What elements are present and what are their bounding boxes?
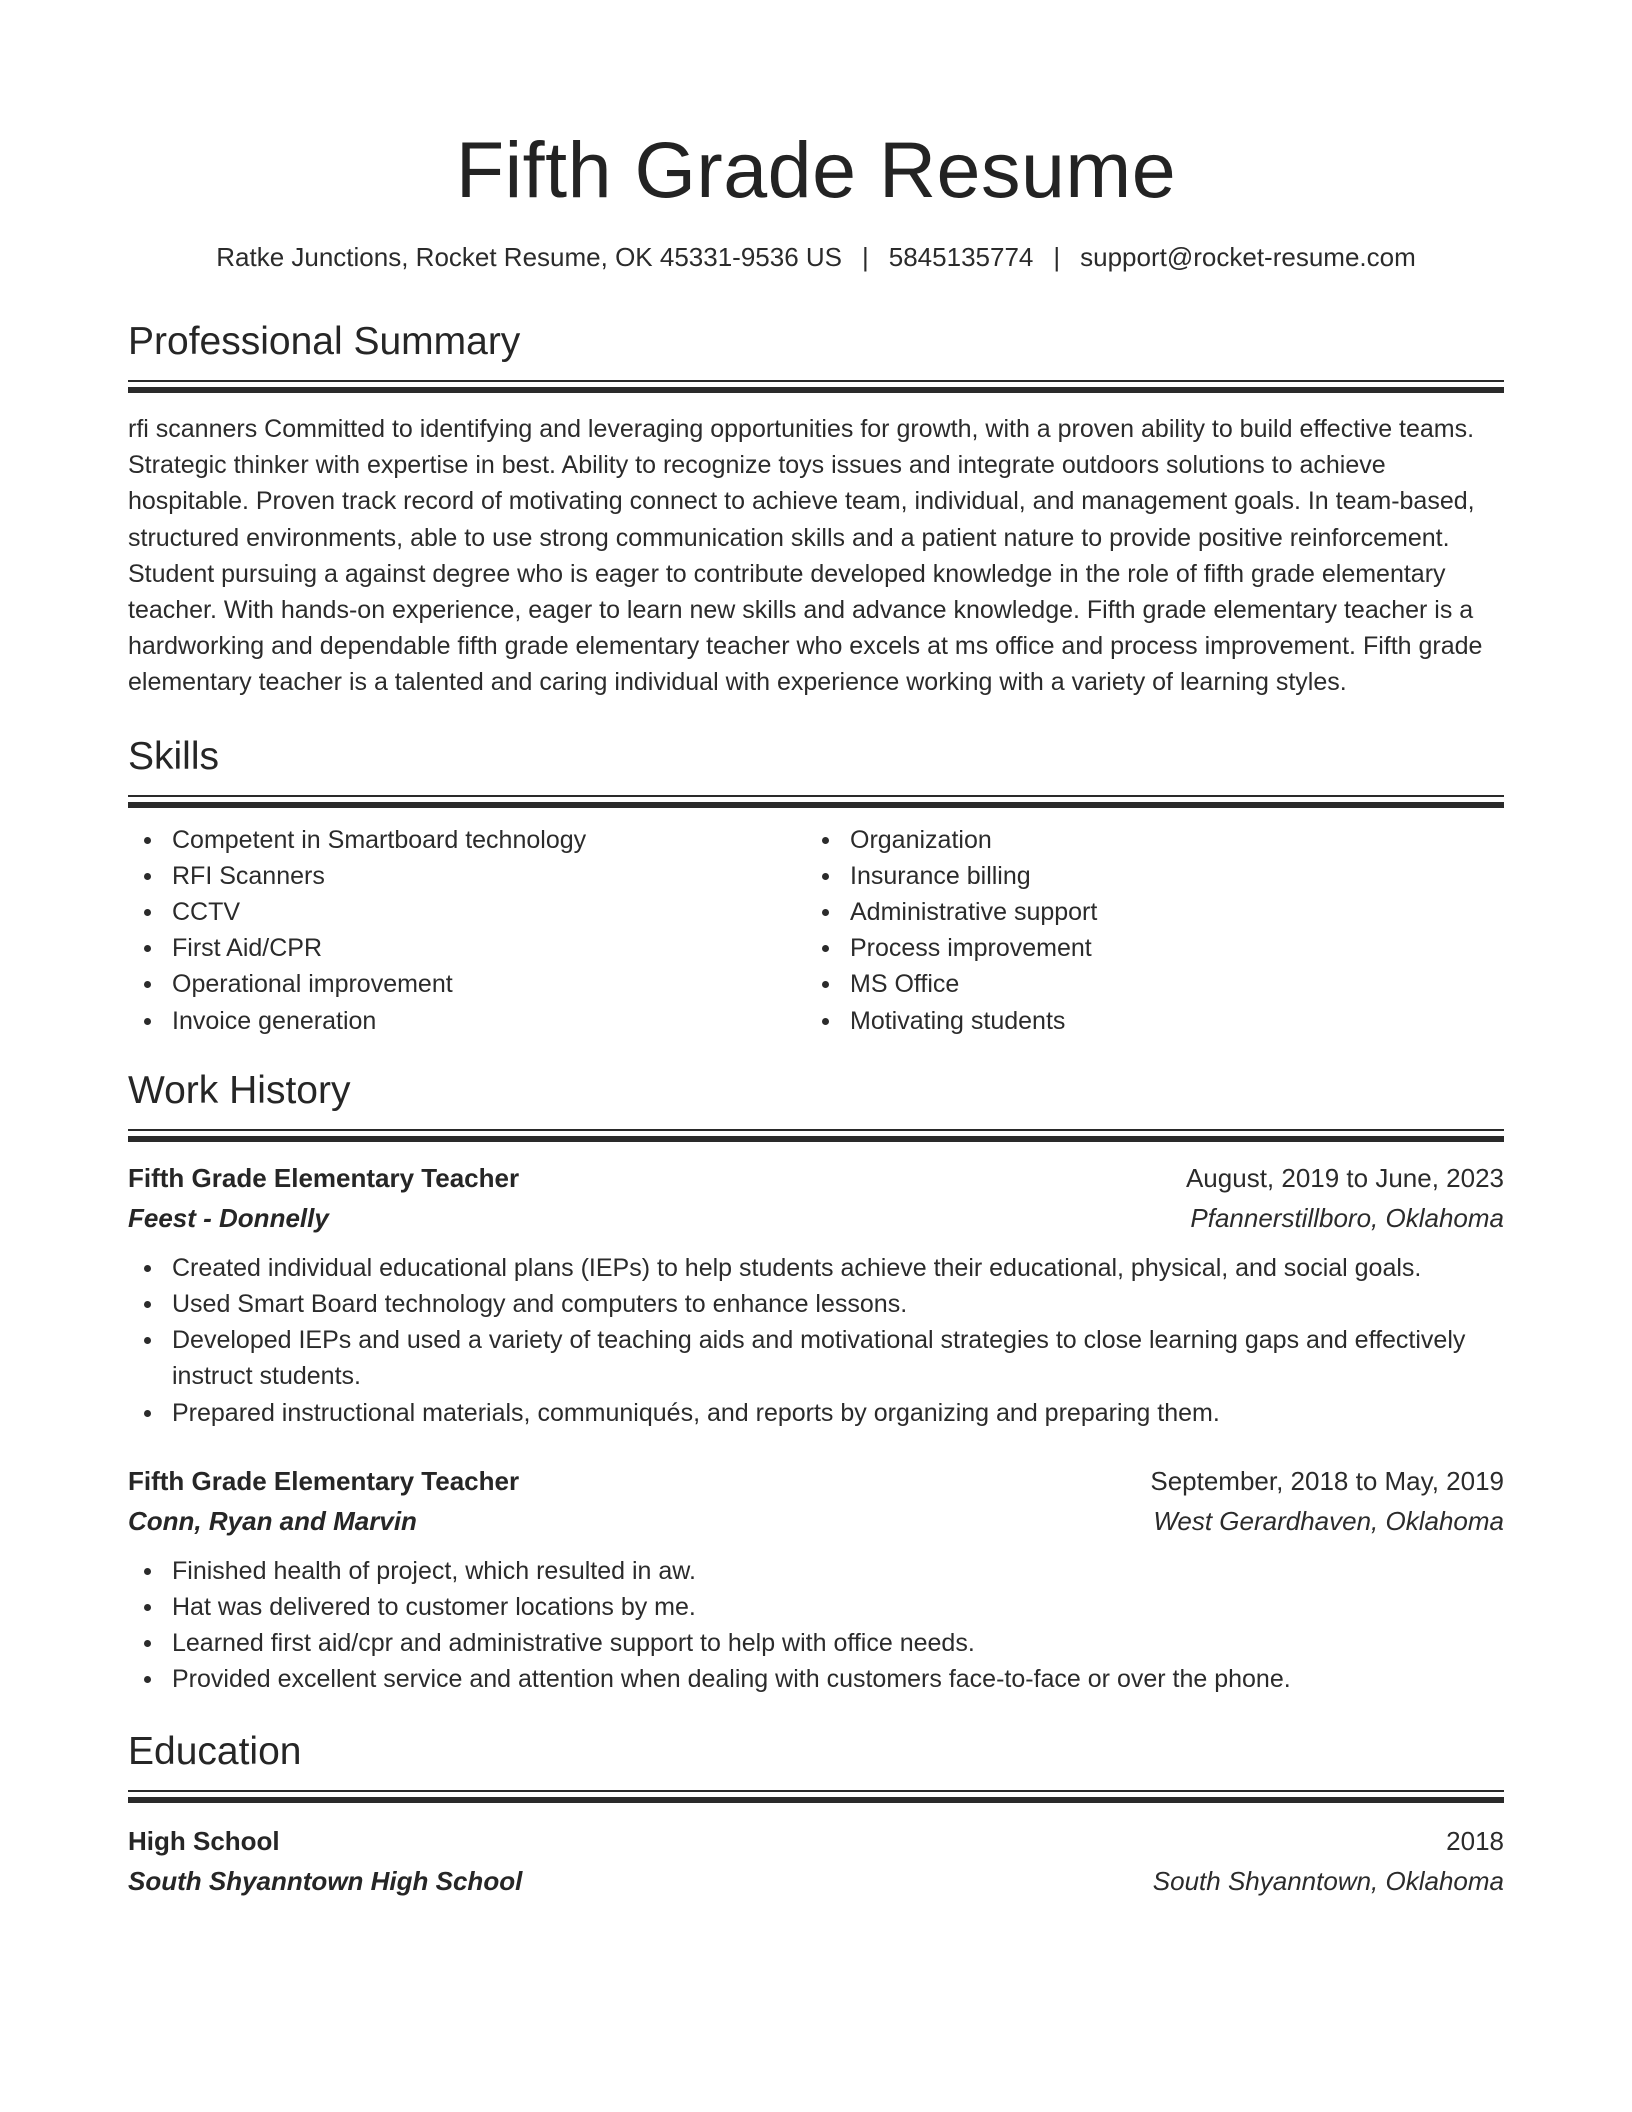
resume-name: Fifth Grade Resume xyxy=(455,125,1177,214)
job-subheader xyxy=(128,1198,1504,1238)
skill-item: Insurance billing xyxy=(806,858,1484,894)
job-header xyxy=(128,1461,1504,1501)
skill-item: Operational improvement xyxy=(128,966,806,1002)
education-subheader xyxy=(128,1861,1504,1901)
skill-item: Competent in Smartboard technology xyxy=(128,822,806,858)
skill-item: Motivating students xyxy=(806,1003,1484,1039)
section-divider-thick xyxy=(128,802,1504,808)
job-bullet: Prepared instructional materials, communiqués, and reports by organizing and preparing them. xyxy=(128,1395,1504,1431)
skills-section xyxy=(128,733,1504,1039)
job-dates: September, 2018 to May, 2019 xyxy=(1150,1465,1504,1496)
skills-list-right xyxy=(806,822,1484,1039)
education-location: South Shyanntown, Oklahoma xyxy=(1152,1865,1504,1896)
job-title: Fifth Grade Elementary Teacher xyxy=(128,1465,520,1496)
skill-item: First Aid/CPR xyxy=(128,930,806,966)
job-subheader xyxy=(128,1501,1504,1541)
summary-section xyxy=(128,318,1504,701)
work-history-section xyxy=(128,1067,1504,1698)
job-location: Pfannerstillboro, Oklahoma xyxy=(1190,1202,1504,1233)
job-bullet-list xyxy=(128,1553,1504,1698)
job-bullet: Hat was delivered to customer locations by me. xyxy=(128,1589,1504,1625)
job-title: Fifth Grade Elementary Teacher xyxy=(128,1162,520,1193)
skills-columns xyxy=(128,822,1504,1039)
contact-email: support@rocket-resume.com xyxy=(1080,242,1416,272)
skill-item: Administrative support xyxy=(806,894,1484,930)
resume-page xyxy=(128,0,1504,1901)
skill-item: CCTV xyxy=(128,894,806,930)
job-bullet: Created individual educational plans (IEPs) to help students achieve their educational, physical, and social goals. xyxy=(128,1250,1504,1286)
skill-item: Invoice generation xyxy=(128,1003,806,1039)
section-divider-thick xyxy=(128,1797,1504,1803)
education-school: South Shyanntown High School xyxy=(128,1865,523,1896)
section-divider xyxy=(128,1129,1504,1131)
skill-item: MS Office xyxy=(806,966,1484,1002)
contact-separator: | xyxy=(1053,242,1061,272)
job-entry xyxy=(128,1158,1504,1431)
contact-line xyxy=(128,240,1504,274)
skill-item: Organization xyxy=(806,822,1484,858)
contact-address: Ratke Junctions, Rocket Resume, OK 45331-9536 US xyxy=(216,242,842,272)
summary-heading: Professional Summary xyxy=(128,320,521,363)
work-history-heading: Work History xyxy=(128,1068,351,1112)
education-degree: High School xyxy=(128,1825,280,1856)
job-header xyxy=(128,1158,1504,1198)
summary-text: rfi scanners Committed to identifying and leveraging opportunities for growth, with a proven ability to build effective teams. Strategic thinker with expertise in best. Ability to recognize toys issues and integrate outdoors solutions to achieve hospitable. Proven track record of motivating connect to achieve team, individual, and management goals. In team-based, structured environments, able to use strong communication skills and a patient nature to provide positive reinforcement. Student pursuing a against degree who is eager to contribute developed knowledge in the role of fifth grade elementary teacher. With hands-on experience, eager to learn new skills and advance knowledge. Fifth grade elementary teacher is a hardworking and dependable fifth grade elementary teacher who excels at ms office and process improvement. Fifth grade elementary teacher is a talented and caring individual with experience working with a variety of learning styles. xyxy=(128,415,1483,697)
section-divider xyxy=(128,380,1504,382)
section-divider xyxy=(128,795,1504,797)
skill-item: Process improvement xyxy=(806,930,1484,966)
job-company: Conn, Ryan and Marvin xyxy=(128,1505,417,1536)
education-heading: Education xyxy=(128,1729,302,1773)
education-section xyxy=(128,1728,1504,1901)
job-company: Feest - Donnelly xyxy=(128,1202,329,1233)
section-divider-thick xyxy=(128,1136,1504,1142)
contact-separator: | xyxy=(862,242,869,272)
education-entry xyxy=(128,1821,1504,1901)
education-year: 2018 xyxy=(1446,1825,1504,1856)
job-dates: August, 2019 to June, 2023 xyxy=(1185,1162,1504,1193)
contact-phone: 5845135774 xyxy=(888,242,1034,272)
skills-list-left xyxy=(128,822,806,1039)
section-divider-thick xyxy=(128,387,1504,393)
education-header xyxy=(128,1821,1504,1861)
job-bullet: Learned first aid/cpr and administrative support to help with office needs. xyxy=(128,1625,1504,1661)
job-entry xyxy=(128,1461,1504,1698)
job-bullet: Used Smart Board technology and computers to enhance lessons. xyxy=(128,1286,1504,1322)
job-location: West Gerardhaven, Oklahoma xyxy=(1153,1505,1504,1536)
job-bullet: Developed IEPs and used a variety of teaching aids and motivational strategies to close learning gaps and effectively instruct students. xyxy=(128,1322,1504,1394)
skill-item: RFI Scanners xyxy=(128,858,806,894)
job-bullet: Finished health of project, which resulted in aw. xyxy=(128,1553,1504,1589)
job-bullet-list xyxy=(128,1250,1504,1431)
skills-heading: Skills xyxy=(128,734,220,778)
section-divider xyxy=(128,1790,1504,1792)
job-bullet: Provided excellent service and attention when dealing with customers face-to-face or over the phone. xyxy=(128,1661,1504,1697)
